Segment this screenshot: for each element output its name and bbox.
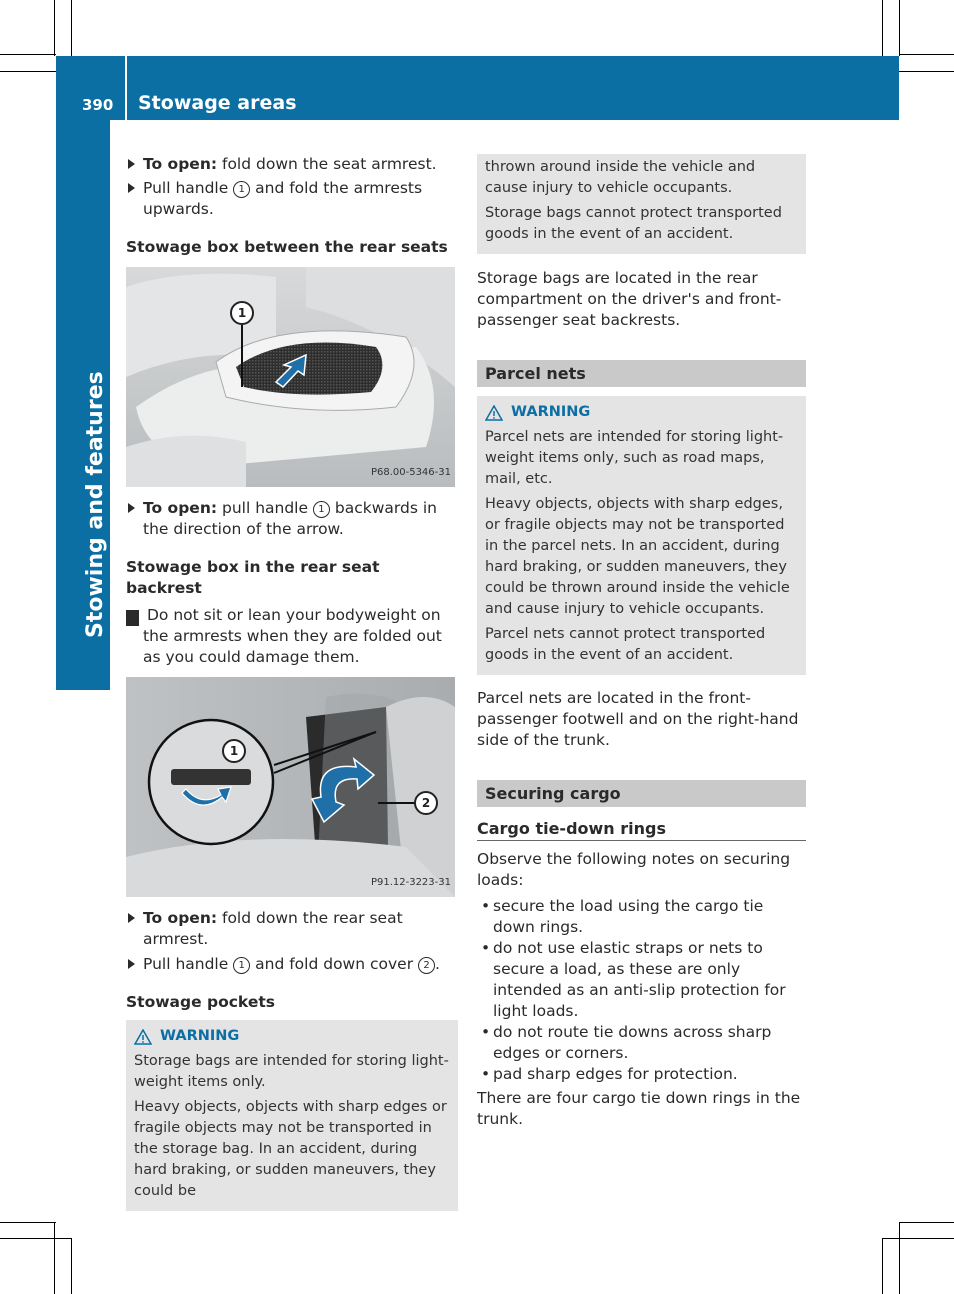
list-item-text: do not route tie downs across sharp edges or corners. [493,1023,772,1062]
warning-triangle-icon [134,1029,152,1045]
step-open-armrest [126,154,458,175]
crop-mark [899,54,954,55]
warning-text: Storage bags are intended for storing light-weight items only. [134,1053,449,1090]
image-caption: P91.12-3223-31 [370,877,451,888]
step-arrow-icon [128,183,135,193]
step-text: backwards in the direction of the arrow. [143,499,437,538]
list-item-text: secure the load using the cargo tie down rings. [493,897,764,936]
list-item-text: do not use elastic straps or nets to secure a load, as these are only intended as an anti-slip protection for light loads. [493,939,786,1020]
crop-mark [0,1238,72,1239]
image-backrest-stowage-box [126,677,455,897]
warning-box-parcel-nets [477,396,806,675]
left-column [121,154,458,1211]
image-caption: P68.00-5346-31 [370,467,451,478]
callout-ref: 1 [233,957,250,974]
crop-mark [899,0,900,56]
step-open-box [126,498,458,540]
step-text: Pull handle [143,955,234,973]
step-pull-handle [126,178,458,220]
warning-box-continued [477,154,806,254]
step-text: Pull handle [143,179,234,197]
warning-header [134,1026,450,1047]
crop-mark [0,1222,56,1223]
exclamation-icon: ! [126,610,139,626]
page-number: 390 [82,96,114,114]
parcel-nets-location-text: Parcel nets are located in the front-passenger footwell and on the right-hand side of the trunk. [477,689,799,749]
heading-stowage-pockets: Stowage pockets [126,993,275,1011]
right-column [477,154,806,1130]
subheading-tie-down-rings: Cargo tie-down rings [477,818,806,841]
step-label: To open: [143,155,218,173]
list-item: • pad sharp edges for protection. [481,1065,738,1083]
warning-label: WARNING [511,404,591,420]
crop-mark [882,0,883,56]
securing-intro-text: Observe the following notes on securing loads: [477,850,791,889]
crop-mark [0,71,56,72]
callout-ref: 2 [418,957,435,974]
crop-mark [71,0,72,56]
image-rear-seat-stowage-box [126,267,455,487]
warning-box-pockets [126,1020,458,1211]
caution-note [121,605,458,668]
warning-text: Storage bags cannot protect transported goods in the event of an accident. [485,205,782,242]
illustration-backrest-box [126,677,455,897]
warning-header [485,402,798,423]
step-text: . [435,955,440,973]
callout-1: 1 [222,739,246,763]
callout-2: 2 [414,791,438,815]
step-text: and fold the armrests upwards. [143,179,423,218]
warning-text: Parcel nets cannot protect transported goods in the event of an accident. [485,626,766,663]
step-arrow-icon [128,913,135,923]
step-open-backrest [126,908,458,950]
warning-text: Heavy objects, objects with sharp edges or fragile objects may not be transported in the storage bag. In an accident, during hard braking, or sudden maneuvers, they could be [134,1099,447,1199]
callout-ref: 1 [233,181,250,198]
step-arrow-icon [128,959,135,969]
chapter-label: Stowing and features [83,371,108,638]
step-pull-handle-cover [126,954,458,975]
header-divider [125,56,127,120]
crop-mark [899,1222,900,1294]
crop-mark [0,54,56,55]
heading-box-rear-seats: Stowage box between the rear seats [126,238,448,256]
note-text: Do not sit or lean your bodyweight on the armrests when they are folded out as you could damage them. [143,606,442,666]
callout-1: 1 [230,301,254,325]
securing-bullet-list [477,896,806,1085]
page-header [56,56,899,120]
step-text: and fold down cover [250,955,418,973]
page-title: Stowage areas [138,92,297,114]
crop-mark [899,1222,954,1223]
heading-box-backrest: Stowage box in the rear seat backrest [126,558,380,597]
chapter-side-tab [56,120,110,690]
warning-triangle-icon [485,405,503,421]
warning-text: Parcel nets are intended for storing light-weight items only, such as road maps, mail, etc. [485,429,784,487]
crop-mark [882,1238,883,1294]
step-text: fold down the seat armrest. [217,155,437,173]
list-item: • do not route tie downs across sharp edges or corners. [481,1023,772,1062]
crop-mark [71,1238,72,1294]
warning-label: WARNING [160,1028,240,1044]
list-item: • secure the load using the cargo tie down rings. [481,897,764,936]
step-arrow-icon [128,503,135,513]
crop-mark [899,71,954,72]
callout-ref: 1 [313,501,330,518]
list-item-text: pad sharp edges for protection. [493,1065,738,1083]
pockets-location-text: Storage bags are located in the rear compartment on the driver's and front-passenger seat backrests. [477,269,782,329]
step-arrow-icon [128,159,135,169]
crop-mark [54,0,55,56]
step-label: To open: [143,909,218,927]
list-item: • do not use elastic straps or nets to secure a load, as these are only intended as an anti-slip protection for light loads. [481,939,786,1020]
crop-mark [882,1238,954,1239]
crop-mark [54,1222,55,1294]
step-text: pull handle [217,499,313,517]
step-label: To open: [143,499,218,517]
section-heading-parcel-nets: Parcel nets [477,360,806,387]
section-heading-securing-cargo: Securing cargo [477,780,806,807]
warning-text: Heavy objects, objects with sharp edges, or fragile objects may not be transported in the parcel nets. In an accident, during hard braking, or sudden maneuvers, they could be thrown around inside the vehicle and cause injury to vehicle occupants. [485,496,790,617]
illustration-armrest-box [126,267,455,487]
warning-text: thrown around inside the vehicle and cause injury to vehicle occupants. [485,159,756,196]
step-text: fold down the rear seat armrest. [143,909,403,948]
securing-outro-text: There are four cargo tie down rings in the trunk. [477,1089,801,1128]
